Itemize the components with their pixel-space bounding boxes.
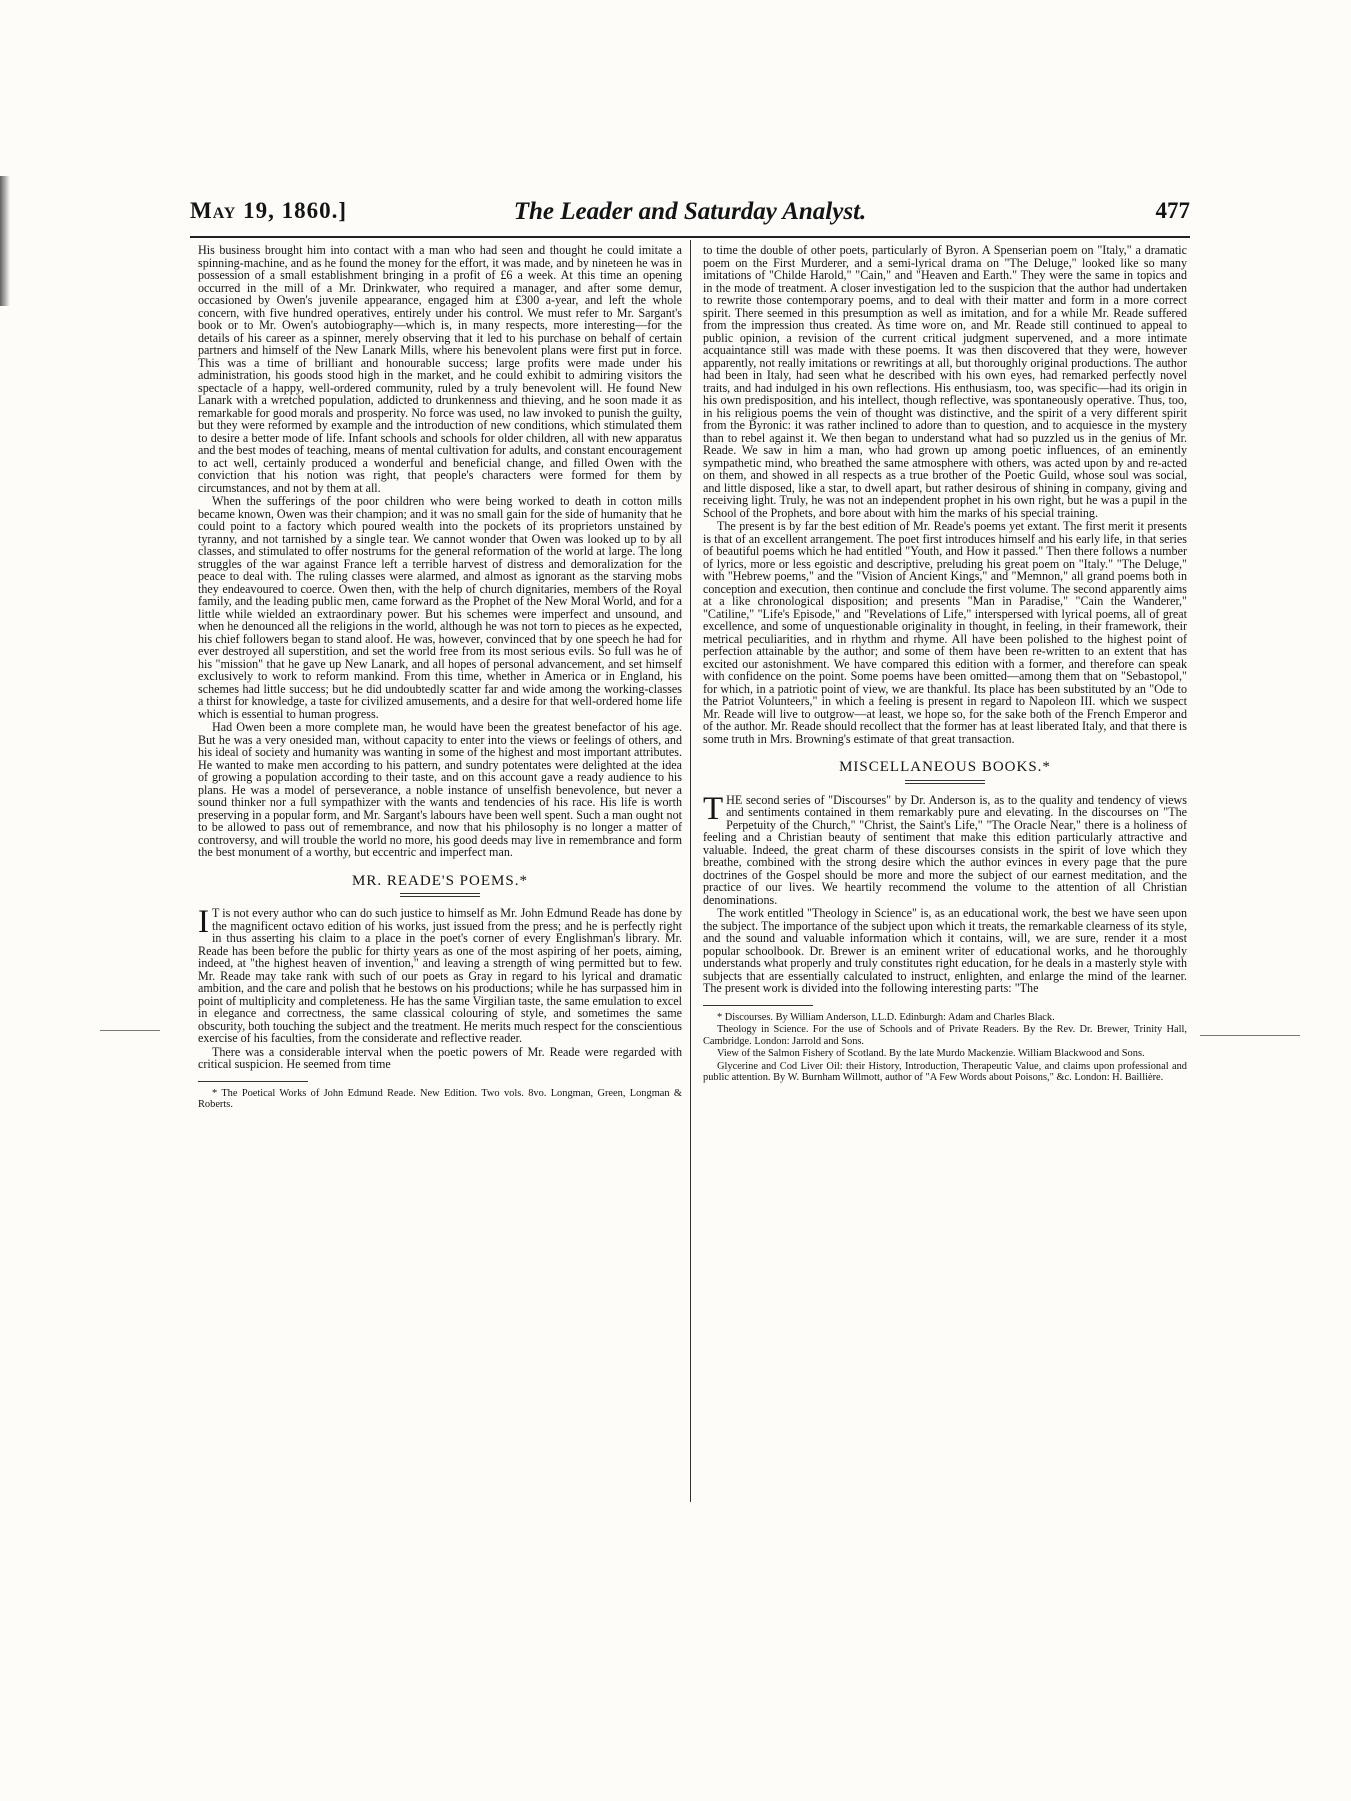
- article-paragraph: I T is not every author who can do such justice to himself as Mr. John Edmund Reade has done by the magnificent octavo edition of his works, just issued from the press; and he is perfectly right in thus asserting his claim to a place in the poet's corner of every Englishman's library. Mr. Reade has been before the public for thirty years as one of the most aspiring of her poets, aiming, indeed, at "the highest heaven of invention," and leaving a strength of wing permitted but to few. Mr. Reade may take rank with such of our poets as Gray in regard to his lyrical and dramatic ambition, and the care and polish that he bestows on his productions; while he has surpassed him in point of multiplicity and completeness. He has the same Virgilian taste, the same emulation to excel in elegance and correctness, the same classical colouring of style, and sometimes the same obscurity, both touching the subject and the treatment. He merits much respect for the conscientious exercise of his faculties, from the considerate and reflective reader.: [198, 904, 682, 1045]
- footnote: Theology in Science. For the use of Schools and of Private Readers. By the Rev. Dr. Brewer, Trinity Hall, Cambridge. London: Jarrold and Sons.: [703, 1024, 1187, 1047]
- publication-title: The Leader and Saturday Analyst.: [513, 198, 867, 225]
- page-number: 477: [1155, 198, 1190, 223]
- article-paragraph: There was a considerable interval when the poetic powers of Mr. Reade were regarded with critical suspicion. He seemed from time: [198, 1044, 682, 1071]
- binding-shadow: [0, 176, 10, 306]
- margin-mark: [1200, 1035, 1300, 1036]
- section-heading: MR. READE'S POEMS.*: [352, 872, 528, 889]
- drop-cap: T: [703, 790, 724, 827]
- footnote-rule: [703, 1005, 813, 1006]
- heading-rule: [400, 893, 480, 897]
- drop-cap: I: [198, 904, 209, 940]
- footnote-rule: [198, 1081, 308, 1082]
- left-column: [198, 244, 682, 1112]
- article-paragraph: His business brought him into contact with a man who had seen and thought he could imitate a spinning-machine, and as he found the money for the effort, it was made, and by nineteen he was in possession of a small establishment bringing in a profit of £6 a week. At this time an opening occurred in the mill of a Mr. Drinkwater, who required a manager, and after some demur, occasioned by Owen's juvenile appearance, engaged him at £300 a-year, and left the whole concern, with five hundred operatives, entirely under his control. We must refer to Mr. Sargant's book or to Mr. Owen's autobiography—which is, in many respects, more interesting—for the details of his career as a spinner, merely observing that it led to his purchase on behalf of certain partners and himself of the New Lanark Mills, where his benevolent plans were first put in force. This was a time of brilliant and honourable success; large profits were made under his administration, his goods stood high in the market, and he could exhibit to admiring visitors the spectacle of a happy, well-ordered community, ruled by a truly benevolent will. He found New Lanark with a wretched population, addicted to drunkenness and thieving, and he soon made it as remarkable for good morals and prosperity. No force was used, no law invoked to punish the guilty, but they were reformed by example and the introduction of new conditions, which stimulated them to desire a better mode of life. Infant schools and schools for older children, all with new apparatus and the best modes of teaching, means of mental cultivation for adults, and constant encouragement to act well, certainly produced a wonderful and beneficial change, and filled Owen with the conviction that his notion was right, that people's characters were formed for them by circumstances, and not by them at all.: [198, 243, 682, 495]
- running-header: [190, 198, 1190, 232]
- article-paragraph: to time the double of other poets, particularly of Byron. A Spenserian poem on "Italy," a dramatic poem on the First Murderer, and a semi-lyrical drama on "The Deluge," looked like so many imitations of "Childe Harold," "Cain," and "Heaven and Earth." They were the same in topics and in the mode of treatment. A closer investigation led to the suspicion that the author had undertaken to rewrite those contemporary poems, and to deal with their matter and form in a more correct spirit. There seemed in this presumption as well as imitation, and for a while Mr. Reade suffered from the impression thus created. As time wore on, and Mr. Reade still continued to appeal to public opinion, a revision of the current critical judgment supervened, and a more intimate acquaintance still was made with these poems. It was then discovered that they were, however apparently, not really imitations or rewritings at all, but thoroughly original productions. The author had been in Italy, had seen what he described with his own eyes, had remarked perfectly novel traits, and had indulged in his own reflections. His enthusiasm, too, was specific—had its origin in his own predisposition, and his intellect, though reflective, was spontaneously operative. Thus, too, in his religious poems the vein of thought was distinctive, and the spirit of a very different spirit from the Byronic: it was rather inclined to adore than to question, and to acquiesce in the mystery than to rebel against it. We then began to understand what had so puzzled us in the genius of Mr. Reade. We saw in him a man, who had grown up among poetic influences, of an eminently sympathetic mind, who breathed the same atmosphere with others, was acted upon by and re-acted on them, and showed in all respects as a true brother of the Poetic Guild, whose soul was social, and little disposed, like a star, to dwell apart, but rather desirous of shining in company, giving and receiving light. Truly, he was not an independent prophet in his own right, but he was a pupil in the School of the Prophets, and bore about with him the marks of his special training.: [703, 243, 1187, 520]
- heading-rule: [905, 780, 985, 784]
- footnote: View of the Salmon Fishery of Scotland. By the late Murdo Mackenzie. William Blackwood and Sons.: [717, 1048, 1145, 1059]
- article-paragraph: When the sufferings of the poor children who were being worked to death in cotton mills became known, Owen was their champion; and it was no small gain for the side of humanity that he could point to a factory which poured wealth into the pockets of its proprietors unstained by tyranny, and not tarnished by a single tear. We cannot wonder that Owen was looked up to by all classes, and stimulated to offer nostrums for the general reformation of the world at large. The long struggles of the war against France left a terrible harvest of distress and demoralization for the peace to deal with. The ruling classes were alarmed, and almost as ignorant as the starving mobs they endeavoured to coerce. Owen then, with the help of church dignitaries, members of the Royal family, and the leading public men, came forward as the Prophet of the New Moral World, and for a little while wielded an extraordinary power. But his schemes were imperfect and unsound, and when he denounced all the religions in the world, although he was not torn to pieces as he expected, his chief followers began to stand aloof. He was, however, convinced that by one speech he had for ever destroyed all superstition, and set the world free from its most serious evils. So full was he of his "mission" that he gave up New Lanark, and all hopes of personal advancement, and set himself exclusively to work to reform mankind. From this time, whether in America or in England, his schemes had little success; but he did undoubtedly scatter far and wide among the working-classes a thirst for knowledge, a taste for civilized amusements, and a desire for that well-ordered home life which is essential to human progress.: [198, 494, 682, 721]
- issue-date: May 19, 1860.]: [190, 198, 348, 223]
- header-rule: [190, 236, 1190, 238]
- footnote: * Discourses. By William Anderson, LL.D. Edinburgh: Adam and Charles Black.: [717, 1011, 1055, 1023]
- footnote: * The Poetical Works of John Edmund Reade. New Edition. Two vols. 8vo. Longman, Green, Longman & Roberts.: [198, 1087, 682, 1110]
- section-heading: MISCELLANEOUS BOOKS.*: [839, 759, 1051, 775]
- article-paragraph: The work entitled "Theology in Science" is, as an educational work, the best we have seen upon the subject. The importance of the subject upon which it treats, the remarkable clearness of its style, and the sound and valuable information which it contains, will, we are sure, render it a most popular schoolbook. Dr. Brewer is an eminent writer of educational works, and he thoroughly understands what properly and truly constitutes right education, for he deals in a masterly style with subjects that are essentially calculated to instruct, enlighten, and enlarge the mind of the learner. The present work is divided into the following interesting parts: "The: [703, 906, 1187, 995]
- article-paragraph: The present is by far the best edition of Mr. Reade's poems yet extant. The first merit it presents is that of an excellent arrangement. The poet first introduces himself and his early life, in that series of beautiful poems which he had entitled "Youth, and How it passed." Then there follows a number of lyrics, more or less egoistic and descriptive, preluding his great poem on "Italy." "The Deluge," with "Hebrew poems," and the "Vision of Ancient Kings," and "Memnon," all grand poems both in conception and execution, then continue and conclude the first volume. The second apparently aims at a like chronological disposition; and presents "Man in Paradise," "Cain the Wanderer," "Catiline," "Life's Episode," and "Revelations of Life," interspersed with lyrical poems, all of great excellence, and some of unquestionable originality in thought, in feeling, in their framework, their metrical peculiarities, and in rhythm and rhyme. All have been polished to the highest point of perfection attainable by the author; and some of them have been re-written to an extent that has excited our astonishment. We have compared this edition with a former, and therefore can speak with confidence on the point. Some poems have been omitted—among them that on "Sebastopol," for which, in a patriotic point of view, we are thankful. Its place has been substituted by an "Ode to the Patriot Volunteers," in which a feeling is present in regard to Napoleon III. which we suspect Mr. Reade will live to outgrow—at least, we hope so, for the sake both of the French Emperor and of the author. Mr. Reade should recollect that the former has at least liberated Italy, and that there is some truth in Mrs. Browning's estimate of that great transaction.: [703, 519, 1187, 746]
- article-paragraph: THE second series of "Discourses" by Dr. Anderson is, as to the quality and tendency of views and sentiments contained in them remarkably pure and elevating. In the discourses on "The Perpetuity of the Church," "Christ, the Saint's Life," "The Oracle Near," there is a holiness of feeling and a Christian beauty of sentiment that make this edition particularly attractive and valuable. Indeed, the great charm of these discourses consists in the spirit of love which they breathe, combined with the strong desire which the author evinces in every page that the pure doctrines of the Gospel should be more and more the subject of our earnest meditation, and the practice of our lives. We heartily recommend the volume to the attention of all Christian denominations.: [703, 790, 1187, 907]
- margin-mark: [100, 1030, 160, 1031]
- right-column: [703, 244, 1187, 1085]
- article-paragraph: Had Owen been a more complete man, he would have been the greatest benefactor of his age. But he was a very onesided man, without capacity to enter into the views or feelings of others, and his ideal of society and humanity was wanting in some of the highest and most important attributes. He wanted to make men according to his pattern, and sundry potentates were delighted at the idea of growing a population according to their taste, and on this account gave a ready audience to his plans. He was a model of perseverance, a noble instance of unselfish benevolence, but never a sound thinker nor a full sympathizer with the wants and tendencies of his race. His life is worth preserving in a popular form, and Mr. Sargant's labours have been well spent. Such a man ought not to be allowed to pass out of remembrance, and now that his philosophy is no longer a matter of controversy, and will trouble the world no more, his good deeds may live in remembrance and form the best monument of a worthy, but eccentric and imperfect man.: [198, 720, 682, 859]
- column-divider: [690, 240, 691, 1502]
- footnote: Glycerine and Cod Liver Oil: their History, Introduction, Therapeutic Value, and claims upon professional and public attention. By W. Burnham Willmott, author of "A Few Words about Poisons," &c. London: H. Baillière.: [703, 1060, 1187, 1083]
